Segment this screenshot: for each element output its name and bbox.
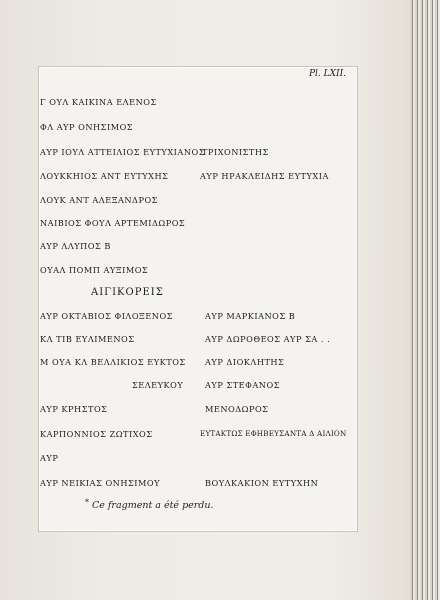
inscription-line-right: ΑΥΡ ΗΡΑΚΛΕΙΔΗΣ ΕΥΤΥΧΙΑ <box>200 171 329 181</box>
inscription-line-right: ΜΕΝΟΔΩΡΟΣ <box>205 404 269 414</box>
inscription-line-left: ΚΛ ΤΙΒ ΕΥΛΙΜΕΝΟΣ <box>40 334 135 344</box>
inscription-line-left: ΛΟΥΚΚΗΙΟΣ ΑΝΤ ΕΥΤΥΧΗΣ <box>40 171 169 181</box>
inscription-plate <box>38 66 358 532</box>
inscription-line-left: ΚΑΡΠΟΝΝΙΟΣ ΖΩΤΙΧΟΣ <box>40 429 153 439</box>
inscription-line-left: ΑΥΡ ΟΚΤΑΒΙΟΣ ΦΙΛΟΞΕΝΟΣ <box>40 311 173 321</box>
inscription-line-left: ΦΛ ΑΥΡ ΟΝΗΣΙΜΟΣ <box>40 122 134 132</box>
inscription-line-right: ΕΥΤΑΚΤΩΣ ΕΦΗΒΕΥΣΑΝΤΑ Δ ΑΙΛΙΟΝ <box>200 429 347 438</box>
inscription-line-left: ΑΥΡ ΙΟΥΛ ΑΤΤΕΙΛΙΟΣ ΕΥΤΥΧΙΑΝΟΣ <box>40 147 205 157</box>
inscription-line-left: ΟΥΑΛ ΠΟΜΠ ΑΥΞΙΜΟΣ <box>40 265 149 275</box>
inscription-line-left: ΑΥΡ ΝΕΙΚΙΑΣ ΟΝΗΣΙΜΟΥ <box>40 478 160 488</box>
inscription-line-right: ΑΥΡ ΣΤΕΦΑΝΟΣ <box>205 380 280 390</box>
inscription-line-right: ΑΥΡ ΜΑΡΚΙΑΝΟΣ Β <box>205 311 296 321</box>
inscription-line-right: ΑΥΡ ΔΩΡΟΘΕΟΣ ΑΥΡ ΣΑ . . <box>205 334 331 344</box>
footnote-asterisk-icon: * <box>85 498 89 507</box>
inscription-line-right: ΑΥΡ ΔΙΟΚΛΗΤΗΣ <box>205 357 285 367</box>
inscription-line-left: ΑΥΡ ΛΛΥΠΟΣ Β <box>40 241 111 251</box>
inscription-line-left: ΝΑΙΒΙΟΣ ΦΟΥΛ ΑΡΤΕΜΙΔΩΡΟΣ <box>40 218 186 228</box>
inscription-line-left: Μ ΟΥΑ ΚΛ ΒΕΛΛΙΚΙΟΣ ΕΥΚΤΟΣ <box>40 357 186 367</box>
plate-number: Pl. LXII. <box>309 69 347 79</box>
inscription-line-right: ΒΟΥΛΚΑΚΙΟΝ ΕΥΤΥΧΗΝ <box>205 478 319 488</box>
section-heading: ΑΙΓΙΚΟΡΕΙΣ <box>91 287 164 298</box>
inscription-line-right: ΤΡΙΧΟΝΙΣΤΗΣ <box>202 147 269 157</box>
inscription-line-left: ΑΥΡ <box>40 453 59 463</box>
inscription-line-left: ΑΥΡ ΚΡΗΣΤΟΣ <box>40 404 108 414</box>
inscription-line-left: ΛΟΥΚ ΑΝΤ ΑΛΕΞΑΝΔΡΟΣ <box>40 195 158 205</box>
inscription-line-left: ΣΕΛΕΥΚΟΥ <box>132 380 184 390</box>
footnote: Ce fragment a été perdu. <box>92 500 214 511</box>
page-edge-stack <box>410 0 440 600</box>
inscription-line-left: Γ ΟΥΛ ΚΑΙΚΙΝΑ ΕΛΕΝΟΣ <box>40 97 157 107</box>
